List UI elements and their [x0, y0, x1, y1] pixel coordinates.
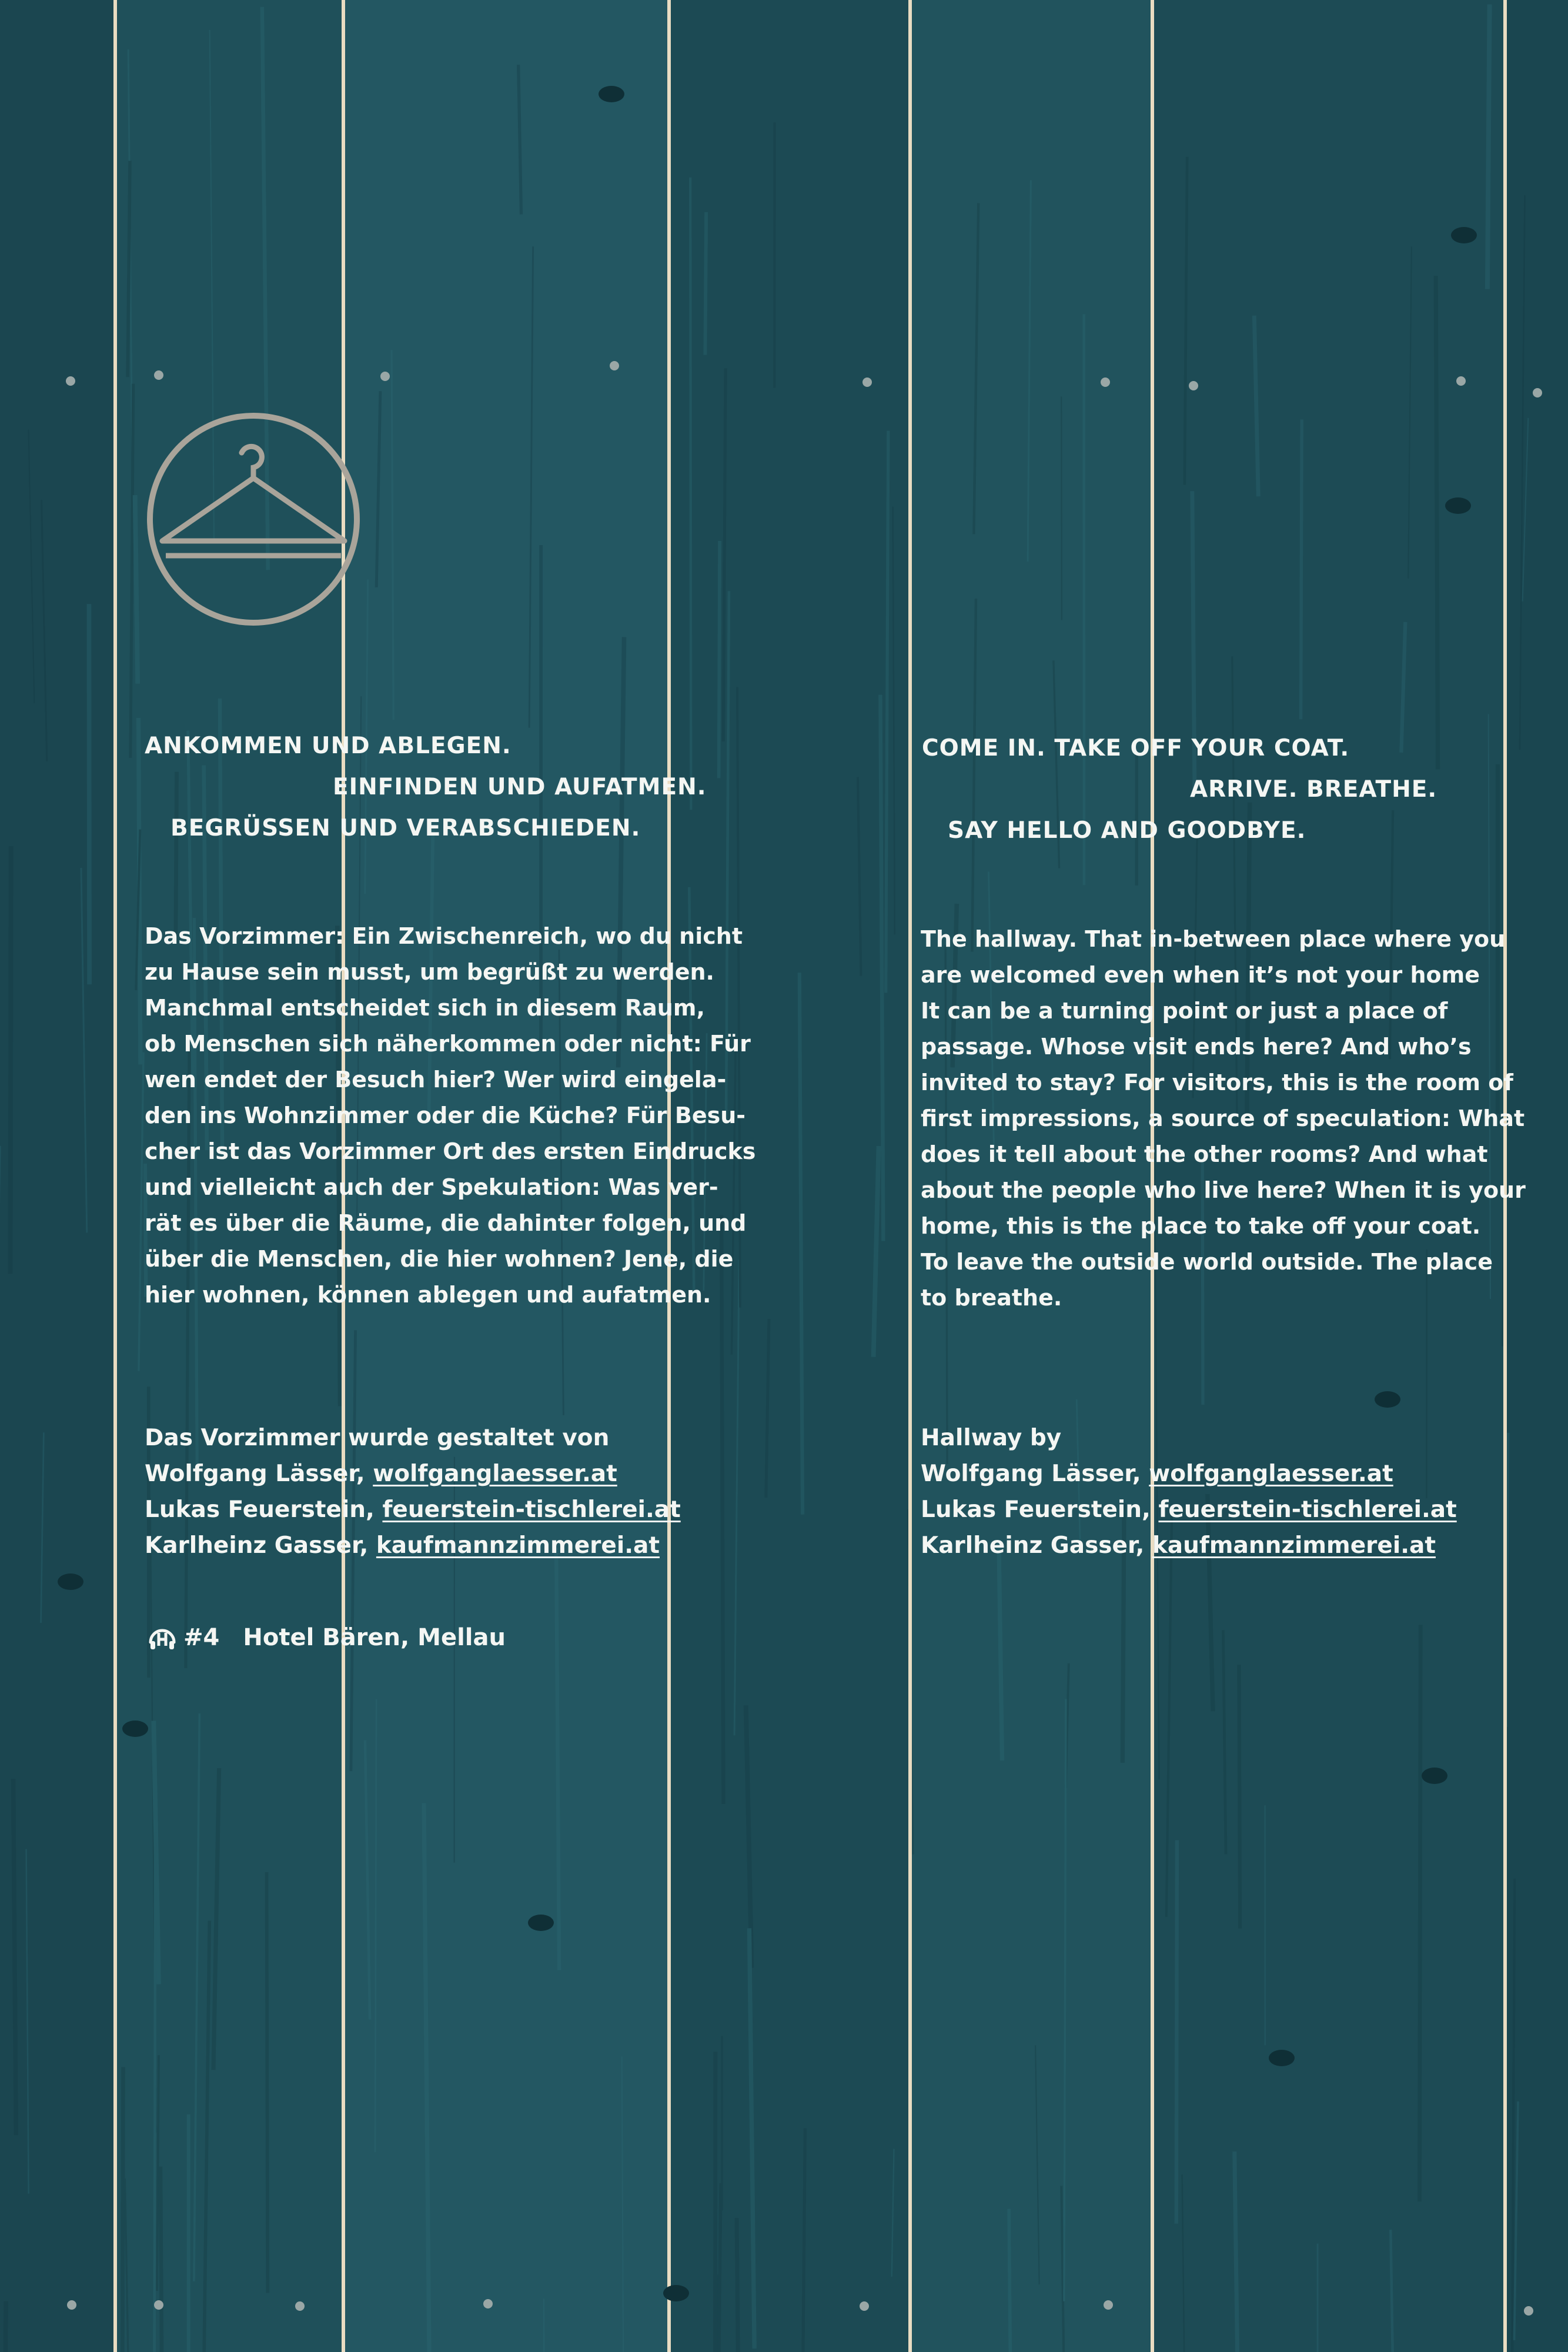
- nail-head: [483, 2299, 493, 2308]
- credit-link[interactable]: feuerstein-tischlerei.at: [1158, 1496, 1457, 1523]
- wood-grain: [14, 1779, 16, 2135]
- german-body-text: Das Vorzimmer: Ein Zwischenreich, wo du nicht zu Hause sein musst, um begrüßt zu werden. Manchmal entscheidet sich in diesem Raum, ob Menschen sich näherkommen oder nicht: Für wen endet der Besuch hier? Wer wird eingela- den ins Wohnzimmer oder die Küche? Für Besu- cher ist das Vorzimmer Ort des ersten Eindrucks und vielleicht auch der Spekulation: Was ver- rät es über die Räume, die dahinter folgen, und über die Menschen, die hier wohnen? Jene, die hier wohnen, können ablegen und aufatmen.: [145, 923, 756, 1308]
- nail-head: [862, 377, 872, 387]
- credit-line: Lukas Feuerstein, feuerstein-tischlerei.at: [921, 1496, 1457, 1523]
- footer: [147, 1620, 529, 1655]
- nail-head: [1189, 381, 1198, 390]
- credits-title: Hallway by: [921, 1425, 1062, 1451]
- credit-link[interactable]: wolfganglaesser.at: [373, 1461, 617, 1487]
- nail-head: [154, 2300, 163, 2310]
- coat-hanger-icon: [146, 412, 361, 627]
- nail-head: [66, 376, 75, 386]
- wood-grain: [1301, 420, 1302, 720]
- nail-head: [1456, 376, 1466, 386]
- credit-line: Wolfgang Lässer, wolfganglaesser.at: [921, 1461, 1393, 1487]
- credit-link[interactable]: kaufmannzimmerei.at: [1152, 1532, 1436, 1559]
- wood-grain: [1061, 396, 1062, 620]
- german-credits: [145, 1420, 733, 1563]
- credit-line: Karlheinz Gasser, kaufmannzimmerei.at: [145, 1532, 660, 1559]
- nail-head: [1533, 388, 1542, 397]
- nail-head: [154, 370, 163, 380]
- wood-knot: [1451, 227, 1477, 243]
- plank-seam: [113, 0, 117, 2352]
- wood-grain: [1239, 1665, 1240, 1929]
- wood-grain: [1487, 4, 1490, 289]
- wood-grain: [1436, 276, 1437, 769]
- credit-link[interactable]: wolfganglaesser.at: [1149, 1461, 1393, 1487]
- credit-link[interactable]: feuerstein-tischlerei.at: [382, 1496, 681, 1523]
- nail-head: [1524, 2306, 1533, 2316]
- wood-knot: [1375, 1391, 1400, 1408]
- nail-head: [860, 2301, 869, 2311]
- wood-knot: [1422, 1768, 1447, 1784]
- wood-knot: [58, 1573, 83, 1590]
- wood-grain: [154, 1832, 155, 2352]
- wood-knot: [122, 1720, 148, 1737]
- wood-grain: [1420, 1625, 1421, 2201]
- credits-title: Das Vorzimmer wurde gestaltet von: [145, 1425, 610, 1451]
- wood-knot: [663, 2285, 689, 2301]
- footer-place: Hotel Bären, Mellau: [243, 1624, 506, 1651]
- english-credits: [921, 1420, 1509, 1563]
- nail-head: [1104, 2300, 1113, 2310]
- nail-head: [380, 372, 390, 381]
- nail-head: [67, 2300, 76, 2310]
- german-headline: [145, 726, 733, 849]
- headline-line-2: EINFINDEN UND AUFATMEN.: [333, 774, 707, 800]
- wood-grain: [128, 161, 130, 377]
- wood-plank: [0, 0, 115, 2352]
- wood-grain: [135, 495, 138, 684]
- wood-grain: [690, 178, 691, 810]
- wood-grain: [705, 212, 706, 355]
- wood-knot: [599, 86, 624, 102]
- headline-line-3: BEGRÜSSEN UND VERABSCHIEDEN.: [170, 815, 641, 841]
- plank-seam: [908, 0, 912, 2352]
- wood-grain: [267, 1872, 268, 2293]
- h-logo-icon: [147, 1622, 178, 1653]
- wood-knot: [1445, 497, 1471, 514]
- headline-line-1: ANKOMMEN UND ABLEGEN.: [145, 733, 511, 759]
- headline-line-1: COME IN. TAKE OFF YOUR COAT.: [922, 735, 1350, 761]
- credit-line: Karlheinz Gasser, kaufmannzimmerei.at: [921, 1532, 1436, 1559]
- nail-head: [610, 361, 619, 370]
- wood-grain: [122, 2067, 123, 2352]
- english-body-text: The hallway. That in-between place where you are welcomed even when it’s not your home It can be a turning point or just a place of passage. Whose visit ends here? And who’s invited to stay? For visitors, this is the room of first impressions, a source of speculation: What does it tell about the other rooms? And what about the people who live here? When it is your home, this is the place to take off your coat. To leave the outside world outside. The place to breathe.: [921, 926, 1526, 1311]
- credit-line: Wolfgang Lässer, wolfganglaesser.at: [145, 1461, 617, 1487]
- wood-grain: [1176, 1840, 1177, 2224]
- wood-knot: [528, 1915, 554, 1931]
- wood-knot: [1269, 2050, 1295, 2066]
- wood-grain: [715, 2052, 716, 2352]
- english-headline: [922, 728, 1510, 851]
- credit-line: Lukas Feuerstein, feuerstein-tischlerei.at: [145, 1496, 681, 1523]
- headline-line-3: SAY HELLO AND GOODBYE.: [948, 817, 1306, 844]
- wood-grain: [1009, 2209, 1011, 2352]
- nail-head: [1101, 377, 1110, 387]
- footer-number: #4: [183, 1624, 220, 1651]
- credit-link[interactable]: kaufmannzimmerei.at: [376, 1532, 660, 1559]
- nail-head: [295, 2301, 305, 2311]
- headline-line-2: ARRIVE. BREATHE.: [1190, 776, 1437, 803]
